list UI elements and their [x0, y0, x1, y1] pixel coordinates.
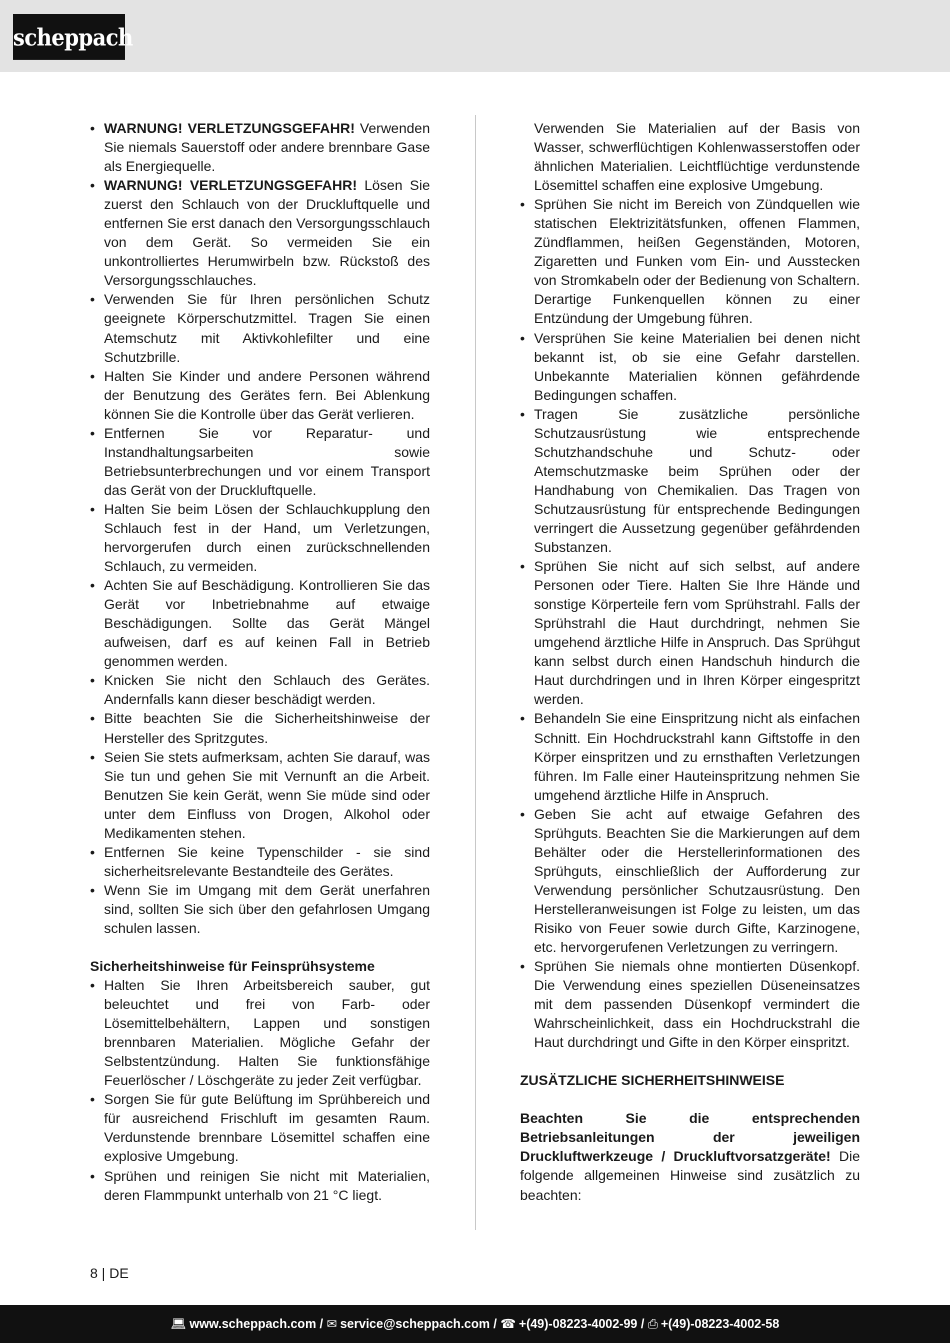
list-item: • Sprühen Sie niemals ohne montierten Düsenkopf. Die Verwendung eines speziellen Düseneinsatzes mit dem passenden Düsenkopf vermindert die Wahrscheinlichkeit, dass ein Hochdruckstrahl die Haut durchdringt und Gifte in den Körper einspritzt. [520, 957, 860, 1052]
list-item-continuation: Verwenden Sie Materialien auf der Basis von Wasser, schwerflüchtigen Kohlenwasserstoffen oder ähnlichen Materialien. Leichtflüchtige verdunstende Lösemittel schaffen eine explosive Umgebung. [534, 120, 860, 194]
page-footer [0, 1305, 950, 1343]
mail-icon: ✉︎ [326, 1317, 338, 1331]
fax-number: +(49)-08223-4002-58 [660, 1317, 780, 1331]
section-heading: Sicherheitshinweise für Feinsprühsysteme [90, 958, 375, 975]
list-item: • Tragen Sie zusätzliche persönliche Schutzausrüstung wie entsprechende Schutzhandschuhe und Schutz- oder Atemschutzmaske beim Sprühen oder der Handhabung von Chemikalien. Das Tragen von Schutzausrüstung für entsprechende Bedingungen verringert die Aussetzung gegenüber gefährdenden Substanzen. [520, 405, 860, 557]
brand-logo: scheppach [13, 14, 125, 60]
fax-icon: ⎙ [647, 1317, 658, 1331]
spray-safety-list-continued [520, 195, 860, 1052]
list-item: • Achten Sie auf Beschädigung. Kontrollieren Sie das Gerät vor Inbetriebnahme auf etwaige Beschädigungen. Sollte das Gerät Mängel aufweisen, darf es auf keinen Fall in Betrieb genommen werden. [90, 576, 430, 671]
right-column [520, 119, 860, 1205]
list-item: • Geben Sie acht auf etwaige Gefahren des Sprühguts. Beachten Sie die Markierungen auf dem Behälter oder die Herstellerinformationen des Sprühguts, einschließlich der Aufforderung zur Verwendung persönlicher Schutzausrüstung. Den Herstelleranweisungen ist Folge zu leisten, um das Risiko von Feuer sowie durch Gifte, Karzinogene, etc. hervorgerufenen Verletzungen zu verringern. [520, 805, 860, 957]
list-item: • Sorgen Sie für gute Belüftung im Sprühbereich und für ausreichend Frischluft im gesamten Raum. Verdunstende brennbare Lösemittel schaffen eine explosive Umgebung. [90, 1090, 430, 1166]
phone-icon: ☎︎ [500, 1317, 516, 1331]
list-item: • Sprühen Sie nicht auf sich selbst, auf andere Personen oder Tiere. Halten Sie Ihre Hände und sonstige Körperteile fern vom Sprühstrahl. Falls der Sprühstrahl die Haut durchdringt, nehmen Sie umgehend ärztliche Hilfe in Anspruch. Das Sprühgut kann selbst durch einen Handschuh hindurch die Haut durchdringen und in Ihren Körper eingespritzt werden. [520, 557, 860, 709]
list-item: • Entfernen Sie vor Reparatur- und Instandhaltungsarbeiten sowie Betriebsunterbrechungen und vor einem Transport das Gerät von der Druckluftquelle. [90, 424, 430, 500]
list-item: • Halten Sie Kinder und andere Personen während der Benutzung des Gerätes fern. Bei Ablenkung können Sie die Kontrolle über das Gerät verlieren. [90, 367, 430, 424]
safety-list [90, 119, 430, 938]
left-column [90, 119, 430, 1205]
list-item: • Versprühen Sie keine Materialien bei denen nicht bekannt ist, ob sie eine Gefahr darstellen. Unbekannte Materialien können gefährdende Bedingungen schaffen. [520, 329, 860, 405]
column-divider [475, 115, 476, 1230]
page-number: 8 | DE [90, 1265, 129, 1281]
list-item: • Knicken Sie nicht den Schlauch des Gerätes. Andernfalls kann dieser beschädigt werden. [90, 671, 430, 709]
list-item: • Bitte beachten Sie die Sicherheitshinweise der Hersteller des Spritzgutes. [90, 709, 430, 747]
email-link[interactable]: service@scheppach.com / [340, 1317, 497, 1331]
closing-paragraph: Beachten Sie die entsprechenden Betriebsanleitungen der jeweiligen Druckluftwerkzeuge / Druckluftvorsatzgeräte! Die folgende allgemeinen Hinweise sind zusätzlich zu beachten: [520, 1110, 860, 1203]
spray-safety-list [90, 976, 430, 1205]
list-item: • WARNUNG! VERLETZUNGSGEFAHR! Lösen Sie zuerst den Schlauch von der Druckluftquelle und entfernen Sie erst danach den Versorgungsschlauch von dem Gerät. So vermeiden Sie ein unkontrolliertes Herumwirbeln bzw. Rückstoß des Versorgungsschlauches. [90, 176, 430, 290]
page-header [0, 0, 950, 72]
section-heading: ZUSÄTZLICHE SICHERHEITSHINWEISE [520, 1072, 785, 1089]
list-item: • Halten Sie beim Lösen der Schlauchkupplung den Schlauch fest in der Hand, um Verletzungen, hervorgerufen durch einen zurückschnellenden Schlauch, zu vermeiden. [90, 500, 430, 576]
list-item: • Verwenden Sie für Ihren persönlichen Schutz geeignete Körperschutzmittel. Tragen Sie einen Atemschutz mit Aktivkohlefilter und eine Schutzbrille. [90, 290, 430, 366]
phone-number: +(49)-08223-4002-99 / [518, 1317, 645, 1331]
list-item: • Behandeln Sie eine Einspritzung nicht als einfachen Schnitt. Ein Hochdruckstrahl kann Giftstoffe in den Körper einspritzen und zu ernsthaften Verletzungen führen. Im Falle einer Hauteinspritzung nehmen Sie umgehend ärztliche Hilfe in Anspruch. [520, 709, 860, 804]
list-item: • Seien Sie stets aufmerksam, achten Sie darauf, was Sie tun und gehen Sie mit Vernunft an die Arbeit. Benutzen Sie kein Gerät, wenn Sie müde sind oder unter dem Einfluss von Drogen, Alkohol oder Medikamenten stehen. [90, 748, 430, 843]
list-item: • Sprühen und reinigen Sie nicht mit Materialien, deren Flammpunkt unterhalb von 21 °C liegt. [90, 1167, 430, 1205]
list-item: • Wenn Sie im Umgang mit dem Gerät unerfahren sind, sollten Sie sich über den gefahrlosen Umgang schulen lassen. [90, 881, 430, 938]
list-item: • Halten Sie Ihren Arbeitsbereich sauber, gut beleuchtet und frei von Farb- oder Lösemittelbehältern, Lappen und sonstigen brennbaren Materialien. Mögliche Gefahr der Selbstentzündung. Halten Sie funktionsfähige Feuerlöscher / Löschgeräte zu jeder Zeit verfügbar. [90, 976, 430, 1090]
website-link[interactable]: www.scheppach.com / [189, 1317, 324, 1331]
list-item: • Entfernen Sie keine Typenschilder - sie sind sicherheitsrelevante Bestandteile des Gerätes. [90, 843, 430, 881]
list-item: • Sprühen Sie nicht im Bereich von Zündquellen wie statischen Elektrizitätsfunken, offenen Flammen, Zündflammen, heißen Gegenständen, Motoren, Zigaretten und Funken vom Ein- und Ausstecken von Stromkabeln oder der Bedienung von Schaltern. Derartige Funkenquellen können zu einer Entzündung der Umgebung führen. [520, 195, 860, 328]
list-item: • WARNUNG! VERLETZUNGSGEFAHR! Verwenden Sie niemals Sauerstoff oder andere brennbare Gase als Energiequelle. [90, 119, 430, 176]
laptop-icon: 💻︎ [170, 1317, 187, 1331]
